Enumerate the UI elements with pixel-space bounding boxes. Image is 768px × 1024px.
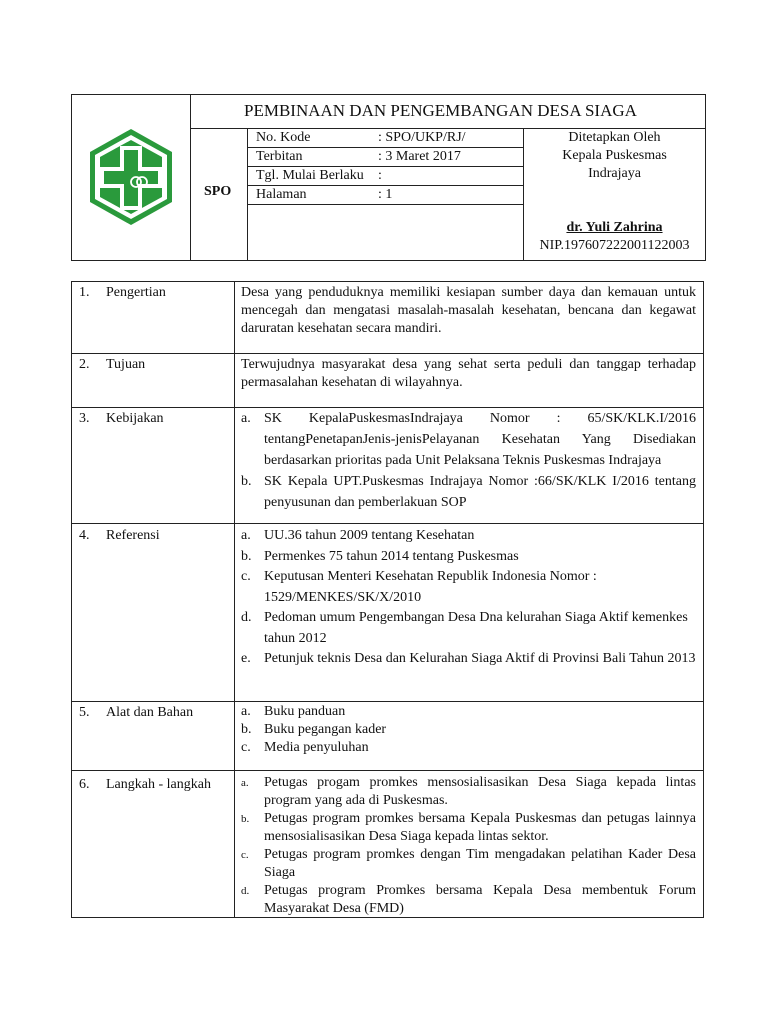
- section-4-label: Referensi: [106, 528, 160, 543]
- list-text: Petugas progam promkes mensosialisasikan Desa Siaga kepada lintas program yang ada di Puskesmas.: [264, 775, 696, 808]
- spo-label: SPO: [204, 184, 232, 199]
- list-item: [241, 882, 696, 918]
- section-4-number: 4.: [79, 528, 90, 543]
- approval-line2: Kepala Puskesmas: [562, 148, 667, 163]
- list-item: [241, 526, 696, 547]
- list-item: [241, 408, 696, 471]
- section-5-number: 5.: [79, 705, 90, 720]
- meta-label-berlaku: Tgl. Mulai Berlaku: [256, 168, 364, 183]
- list-marker: a.: [241, 704, 251, 719]
- approval-nip: NIP.197607222001122003: [539, 238, 690, 253]
- section-5-list: [241, 703, 696, 757]
- section-6-list: [241, 774, 696, 918]
- section-6-label: Langkah - langkah: [106, 777, 211, 792]
- list-text: Buku panduan: [264, 704, 346, 719]
- section-3-number: 3.: [79, 411, 90, 426]
- section-6-number: 6.: [79, 777, 90, 792]
- list-item: [241, 567, 696, 608]
- section-2-text: Terwujudnya masyarakat desa yang sehat serta peduli dan tanggap terhadap permasalahan kesehatan di wilayahnya.: [241, 357, 696, 390]
- list-text: Media penyuluhan: [264, 740, 369, 755]
- document-title: PEMBINAAN DAN PENGEMBANGAN DESA SIAGA: [244, 101, 637, 120]
- meta-label-halaman: Halaman: [256, 187, 307, 202]
- section-1-label: Pengertian: [106, 285, 166, 300]
- meta-value-halaman: : 1: [378, 187, 393, 202]
- list-item: [241, 608, 696, 649]
- section-3-label: Kebijakan: [106, 411, 164, 426]
- list-text: Keputusan Menteri Kesehatan Republik Indonesia Nomor : 1529/MENKES/SK/X/2010: [264, 569, 597, 605]
- puskesmas-logo: [86, 126, 176, 228]
- approval-line1: Ditetapkan Oleh: [568, 130, 661, 145]
- approval-line3: Indrajaya: [588, 166, 641, 181]
- list-text: Buku pegangan kader: [264, 722, 387, 737]
- section-4-list: [241, 526, 696, 670]
- list-marker: c.: [241, 849, 249, 861]
- section-5-label: Alat dan Bahan: [106, 705, 194, 720]
- list-marker: c.: [241, 569, 251, 584]
- list-text: Petugas program promkes bersama Kepala Puskesmas dan petugas lainnya mensosialisasikan Desa Siaga kepada lintas sektor.: [264, 811, 696, 844]
- list-marker: d.: [241, 610, 252, 625]
- list-item: [241, 739, 696, 757]
- list-marker: b.: [241, 548, 252, 564]
- list-text: SK KepalaPuskesmasIndrajaya Nomor : 65/SK/KLK.I/2016 tentangPenetapanJenis-jenisPelayanan Kesehatan Yang Disediakan berdasarkan prioritas pada Unit Pelaksana Teknis Puskesmas Indrajaya: [264, 411, 696, 468]
- list-text: Petunjuk teknis Desa dan Kelurahan Siaga Aktif di Provinsi Bali Tahun 2013: [264, 651, 696, 666]
- section-3-list: [241, 408, 696, 513]
- list-item: [241, 774, 696, 810]
- section-1-text: Desa yang penduduknya memiliki kesiapan sumber daya dan kemauan untuk mencegah dan mengatasi masalah-masalah kesehatan, bencana dan kegawat daruratan kesehatan secara mandiri.: [241, 285, 696, 336]
- list-text: Petugas program promkes dengan Tim mengadakan pelatihan Kader Desa Siaga: [264, 847, 696, 880]
- meta-value-berlaku: :: [378, 168, 382, 183]
- meta-value-kode: : SPO/UKP/RJ/: [378, 130, 466, 145]
- approval-block: [524, 128, 705, 255]
- list-item: [241, 703, 696, 721]
- section-2-number: 2.: [79, 357, 90, 372]
- meta-label-terbitan: Terbitan: [256, 149, 303, 164]
- list-item: [241, 547, 696, 568]
- list-text: UU.36 tahun 2009 tentang Kesehatan: [264, 528, 475, 543]
- list-marker: d.: [241, 885, 250, 897]
- meta-value-terbitan: : 3 Maret 2017: [378, 149, 461, 164]
- list-item: [241, 846, 696, 882]
- list-item: [241, 721, 696, 739]
- approval-name: dr. Yuli Zahrina: [566, 220, 663, 235]
- list-marker: a.: [241, 528, 251, 543]
- list-text: Petugas program Promkes bersama Kepala Desa membentuk Forum Masyarakat Desa (FMD): [264, 883, 696, 916]
- list-marker: b.: [241, 474, 252, 489]
- section-2-label: Tujuan: [106, 357, 146, 372]
- list-text: Permenkes 75 tahun 2014 tentang Puskesmas: [264, 548, 519, 564]
- list-marker: e.: [241, 651, 251, 666]
- list-marker: b.: [241, 722, 252, 737]
- list-item: [241, 810, 696, 846]
- meta-label-kode: No. Kode: [256, 130, 311, 145]
- list-item: [241, 649, 696, 670]
- list-text: SK Kepala UPT.Puskesmas Indrajaya Nomor :66/SK/KLK I/2016 tentang penyusunan dan pemberlakuan SOP: [264, 474, 696, 510]
- section-1-number: 1.: [79, 285, 90, 300]
- list-marker: a.: [241, 411, 251, 426]
- list-marker: b.: [241, 813, 250, 825]
- list-marker: a.: [241, 777, 249, 789]
- list-marker: c.: [241, 740, 251, 755]
- list-text: Pedoman umum Pengembangan Desa Dna kelurahan Siaga Aktif kemenkes tahun 2012: [264, 610, 688, 646]
- list-item: [241, 471, 696, 513]
